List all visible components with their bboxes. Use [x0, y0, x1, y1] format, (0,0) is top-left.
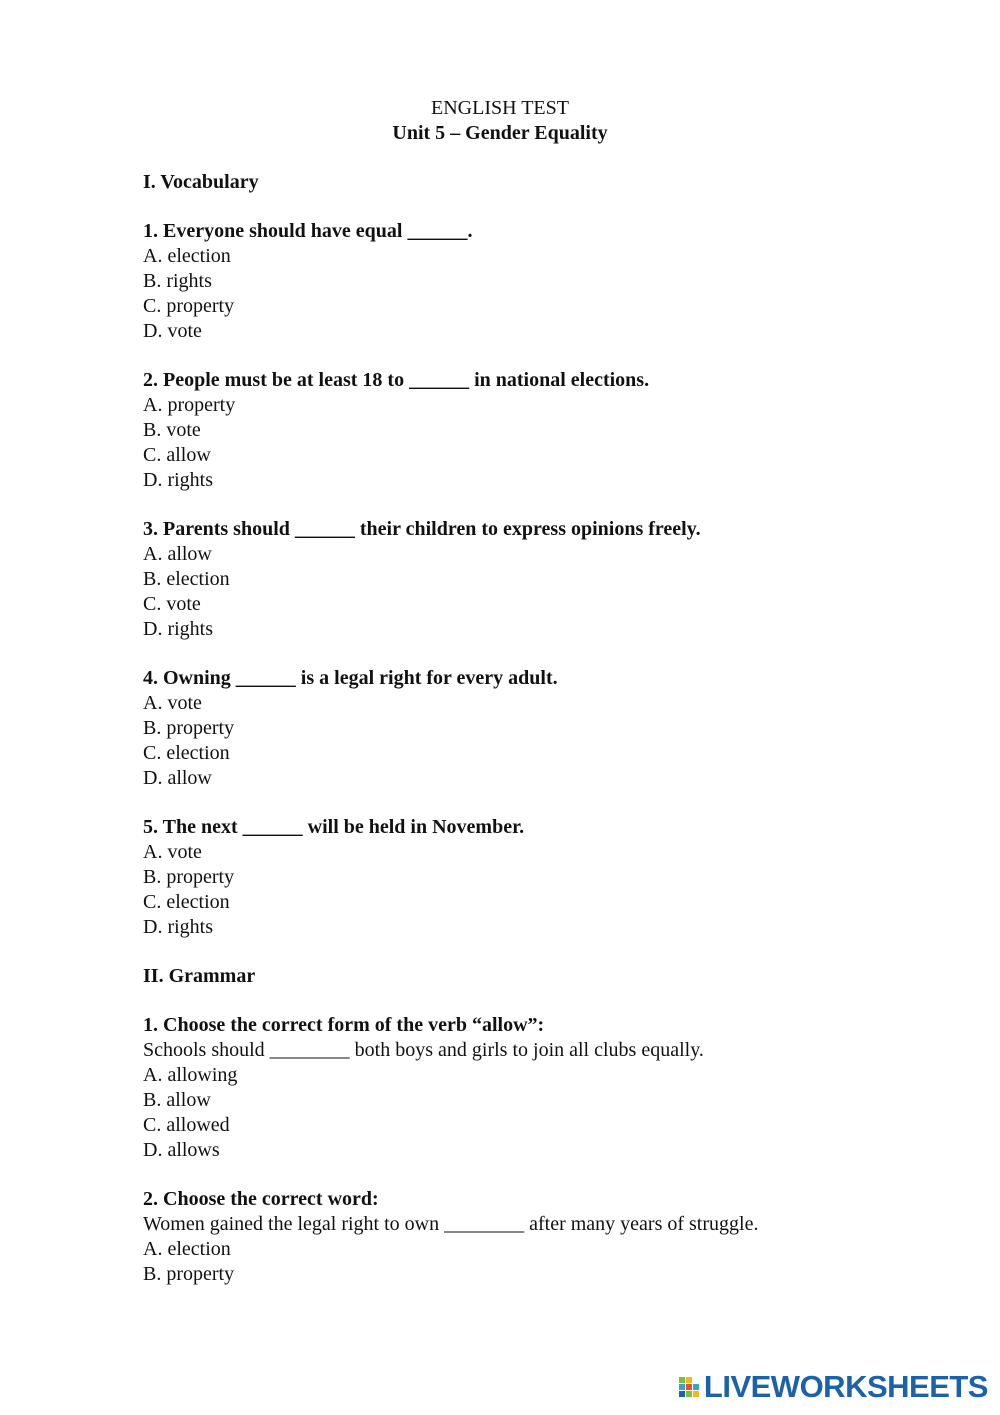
answer-option[interactable]: C. vote	[143, 593, 201, 615]
answer-option[interactable]: B. property	[143, 866, 235, 888]
answer-option[interactable]: B. property	[143, 1263, 235, 1285]
answer-option[interactable]: D. allow	[143, 767, 212, 789]
question-prompt: 2. People must be at least 18 to ______ in national elections.	[143, 369, 650, 391]
answer-option[interactable]: B. allow	[143, 1089, 211, 1111]
section-grammar	[143, 964, 903, 1287]
question-sentence: Women gained the legal right to own ________ after many years of struggle.	[143, 1213, 759, 1235]
liveworksheets-logo-icon	[678, 1374, 702, 1400]
answer-option[interactable]: B. rights	[143, 270, 212, 292]
question-block	[143, 517, 903, 642]
answer-option[interactable]: D. vote	[143, 320, 202, 342]
question-block	[143, 219, 903, 344]
answer-option[interactable]: A. property	[143, 394, 236, 416]
answer-option[interactable]: D. rights	[143, 469, 213, 491]
answer-option[interactable]: A. election	[143, 1238, 231, 1260]
question-sentence: Schools should ________ both boys and girls to join all clubs equally.	[143, 1039, 704, 1061]
answer-option[interactable]: C. allow	[143, 444, 211, 466]
test-title: ENGLISH TEST	[431, 97, 569, 119]
question-block	[143, 1013, 903, 1163]
answer-option[interactable]: D. rights	[143, 618, 213, 640]
answer-option[interactable]: D. allows	[143, 1139, 220, 1161]
section-heading: II. Grammar	[143, 965, 256, 987]
question-prompt: 1. Choose the correct form of the verb “allow”:	[143, 1014, 545, 1036]
answer-option[interactable]: C. election	[143, 891, 230, 913]
answer-option[interactable]: A. allowing	[143, 1064, 238, 1086]
page-header	[0, 96, 1000, 146]
answer-option[interactable]: C. allowed	[143, 1114, 230, 1136]
logo-text: LIVEWORKSHEETS	[703, 1369, 988, 1404]
liveworksheets-logo[interactable]	[678, 1367, 988, 1407]
question-prompt: 3. Parents should ______ their children to express opinions freely.	[143, 518, 701, 540]
answer-option[interactable]: A. vote	[143, 841, 202, 863]
unit-subtitle: Unit 5 – Gender Equality	[392, 122, 608, 144]
answer-option[interactable]: D. rights	[143, 916, 213, 938]
answer-option[interactable]: C. property	[143, 295, 235, 317]
question-block	[143, 368, 903, 493]
question-block	[143, 815, 903, 940]
question-block	[143, 666, 903, 791]
answer-option[interactable]: B. election	[143, 568, 230, 590]
answer-option[interactable]: B. vote	[143, 419, 201, 441]
answer-option[interactable]: B. property	[143, 717, 235, 739]
answer-option[interactable]: A. election	[143, 245, 231, 267]
question-prompt: 2. Choose the correct word:	[143, 1188, 379, 1210]
answer-option[interactable]: A. vote	[143, 692, 202, 714]
answer-option[interactable]: A. allow	[143, 543, 212, 565]
section-vocabulary	[143, 170, 903, 964]
question-prompt: 5. The next ______ will be held in November.	[143, 816, 525, 838]
question-prompt: 4. Owning ______ is a legal right for every adult.	[143, 667, 558, 689]
answer-option[interactable]: C. election	[143, 742, 230, 764]
test-content	[143, 170, 903, 1287]
question-block	[143, 1187, 903, 1287]
section-heading: I. Vocabulary	[143, 171, 259, 193]
question-prompt: 1. Everyone should have equal ______.	[143, 220, 473, 242]
